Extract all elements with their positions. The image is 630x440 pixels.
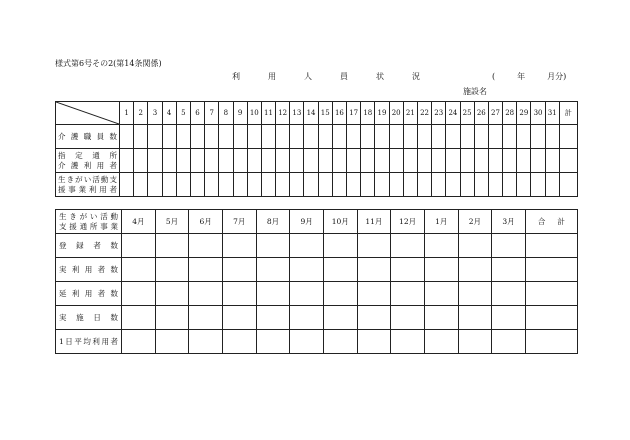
daily-entry-cell[interactable] <box>318 149 332 173</box>
monthly-entry-cell[interactable] <box>424 306 458 330</box>
daily-row <box>56 149 578 173</box>
day-header: 12 <box>276 102 290 125</box>
daily-entry-cell[interactable] <box>446 173 460 197</box>
monthly-entry-cell[interactable] <box>357 234 391 258</box>
row-label-line-2: 援事業利用者 <box>58 184 117 194</box>
daily-entry-cell[interactable] <box>559 173 577 197</box>
monthly-entry-cell[interactable] <box>155 234 189 258</box>
monthly-entry-cell[interactable] <box>256 330 290 354</box>
monthly-entry-cell[interactable] <box>290 258 324 282</box>
monthly-entry-cell[interactable] <box>290 306 324 330</box>
daily-entry-cell[interactable] <box>375 173 389 197</box>
daily-entry-cell[interactable] <box>531 125 545 149</box>
monthly-entry-cell[interactable] <box>155 330 189 354</box>
monthly-entry-cell[interactable] <box>323 282 357 306</box>
daily-entry-cell[interactable] <box>460 125 474 149</box>
daily-entry-cell[interactable] <box>134 173 148 197</box>
monthly-row <box>56 330 578 354</box>
row-label-line-1: 指定通所 <box>58 150 117 160</box>
daily-row-label <box>56 173 120 197</box>
daily-entry-cell[interactable] <box>134 125 148 149</box>
month-header: 12月 <box>391 210 425 234</box>
monthly-entry-cell[interactable] <box>290 234 324 258</box>
monthly-entry-cell[interactable] <box>525 330 577 354</box>
day-header: 27 <box>488 102 502 125</box>
daily-entry-cell[interactable] <box>205 125 219 149</box>
monthly-row-label: 延利用者数 <box>56 282 122 306</box>
monthly-row <box>56 306 578 330</box>
daily-row <box>56 173 578 197</box>
daily-entry-cell[interactable] <box>417 125 431 149</box>
title-char: 利 <box>232 72 240 81</box>
day-header: 5 <box>176 102 190 125</box>
day-header: 13 <box>290 102 304 125</box>
daily-entry-cell[interactable] <box>347 173 361 197</box>
daily-entry-cell[interactable] <box>531 173 545 197</box>
day-header: 20 <box>389 102 403 125</box>
daily-entry-cell[interactable] <box>347 149 361 173</box>
day-header: 1 <box>120 102 134 125</box>
daily-entry-cell[interactable] <box>176 173 190 197</box>
daily-row-label <box>56 125 120 149</box>
daily-entry-cell[interactable] <box>389 149 403 173</box>
monthly-entry-cell[interactable] <box>323 306 357 330</box>
daily-entry-cell[interactable] <box>162 149 176 173</box>
daily-entry-cell[interactable] <box>403 173 417 197</box>
corner-line-2: 支援通所事業 <box>59 221 118 231</box>
monthly-entry-cell[interactable] <box>357 306 391 330</box>
daily-entry-cell[interactable] <box>120 149 134 173</box>
daily-entry-cell[interactable] <box>460 149 474 173</box>
day-header: 19 <box>375 102 389 125</box>
daily-entry-cell[interactable] <box>446 125 460 149</box>
day-header: 17 <box>347 102 361 125</box>
month-header: 6月 <box>189 210 223 234</box>
title-char: 況 <box>412 72 420 81</box>
monthly-entry-cell[interactable] <box>155 282 189 306</box>
monthly-total-header: 合計 <box>525 210 577 234</box>
daily-entry-cell[interactable] <box>474 125 488 149</box>
monthly-entry-cell[interactable] <box>391 306 425 330</box>
month-header: 11月 <box>357 210 391 234</box>
day-header: 24 <box>446 102 460 125</box>
corner-line-1: 生きがい活動 <box>59 211 118 221</box>
day-header: 25 <box>460 102 474 125</box>
monthly-entry-cell[interactable] <box>391 258 425 282</box>
daily-entry-cell[interactable] <box>488 125 502 149</box>
day-header: 29 <box>517 102 531 125</box>
day-header: 2 <box>134 102 148 125</box>
daily-entry-cell[interactable] <box>446 149 460 173</box>
daily-entry-cell[interactable] <box>162 173 176 197</box>
daily-entry-cell[interactable] <box>219 173 233 197</box>
daily-entry-cell[interactable] <box>276 173 290 197</box>
daily-entry-cell[interactable] <box>460 173 474 197</box>
daily-entry-cell[interactable] <box>503 125 517 149</box>
monthly-entry-cell[interactable] <box>492 306 526 330</box>
daily-entry-cell[interactable] <box>276 125 290 149</box>
daily-entry-cell[interactable] <box>290 125 304 149</box>
month-header: 8月 <box>256 210 290 234</box>
month-header: 4月 <box>122 210 156 234</box>
day-header: 31 <box>545 102 559 125</box>
monthly-entry-cell[interactable] <box>323 330 357 354</box>
monthly-entry-cell[interactable] <box>189 234 223 258</box>
monthly-row-label: 実施日数 <box>56 306 122 330</box>
daily-entry-cell[interactable] <box>545 149 559 173</box>
monthly-entry-cell[interactable] <box>391 234 425 258</box>
daily-row-label <box>56 149 120 173</box>
row-label-line-1: 生きがい活動支 <box>58 174 117 184</box>
monthly-entry-cell[interactable] <box>357 330 391 354</box>
day-header: 30 <box>531 102 545 125</box>
daily-entry-cell[interactable] <box>247 125 261 149</box>
daily-entry-cell[interactable] <box>474 173 488 197</box>
daily-entry-cell[interactable] <box>361 149 375 173</box>
period-month: 月分) <box>547 72 567 81</box>
daily-entry-cell[interactable] <box>432 149 446 173</box>
daily-entry-cell[interactable] <box>318 125 332 149</box>
day-header: 11 <box>261 102 275 125</box>
day-header: 7 <box>205 102 219 125</box>
day-header: 10 <box>247 102 261 125</box>
daily-entry-cell[interactable] <box>290 149 304 173</box>
monthly-entry-cell[interactable] <box>222 282 256 306</box>
row-label-line-1: 介護職員数 <box>58 131 117 141</box>
daily-total-header: 計 <box>559 102 577 125</box>
monthly-usage-table <box>55 209 578 354</box>
daily-entry-cell[interactable] <box>176 125 190 149</box>
monthly-entry-cell[interactable] <box>222 306 256 330</box>
daily-entry-cell[interactable] <box>488 149 502 173</box>
month-header: 1月 <box>424 210 458 234</box>
daily-entry-cell[interactable] <box>176 149 190 173</box>
daily-entry-cell[interactable] <box>347 125 361 149</box>
daily-entry-cell[interactable] <box>559 125 577 149</box>
daily-entry-cell[interactable] <box>417 149 431 173</box>
diagonal-corner-cell <box>56 102 120 125</box>
daily-entry-cell[interactable] <box>417 173 431 197</box>
monthly-entry-cell[interactable] <box>189 282 223 306</box>
report-period <box>492 71 566 82</box>
monthly-entry-cell[interactable] <box>424 282 458 306</box>
monthly-row-label: 1日平均利用者 <box>56 330 122 354</box>
month-header: 9月 <box>290 210 324 234</box>
daily-entry-cell[interactable] <box>304 125 318 149</box>
daily-entry-cell[interactable] <box>276 149 290 173</box>
month-header: 5月 <box>155 210 189 234</box>
day-header: 18 <box>361 102 375 125</box>
monthly-header-row <box>56 210 578 234</box>
daily-entry-cell[interactable] <box>389 173 403 197</box>
daily-entry-cell[interactable] <box>389 125 403 149</box>
daily-entry-cell[interactable] <box>332 125 346 149</box>
daily-entry-cell[interactable] <box>517 125 531 149</box>
daily-entry-cell[interactable] <box>318 173 332 197</box>
month-header: 10月 <box>323 210 357 234</box>
day-header: 16 <box>332 102 346 125</box>
monthly-entry-cell[interactable] <box>492 258 526 282</box>
daily-entry-cell[interactable] <box>190 149 204 173</box>
daily-entry-cell[interactable] <box>545 173 559 197</box>
form-number: 様式第6号その2(第14条関係) <box>55 59 162 68</box>
day-header: 23 <box>432 102 446 125</box>
daily-entry-cell[interactable] <box>304 173 318 197</box>
monthly-entry-cell[interactable] <box>458 306 492 330</box>
monthly-entry-cell[interactable] <box>458 330 492 354</box>
daily-entry-cell[interactable] <box>403 149 417 173</box>
monthly-entry-cell[interactable] <box>222 330 256 354</box>
daily-entry-cell[interactable] <box>148 125 162 149</box>
monthly-entry-cell[interactable] <box>256 258 290 282</box>
monthly-entry-cell[interactable] <box>290 330 324 354</box>
monthly-entry-cell[interactable] <box>256 306 290 330</box>
day-header: 4 <box>162 102 176 125</box>
daily-entry-cell[interactable] <box>120 173 134 197</box>
daily-entry-cell[interactable] <box>261 149 275 173</box>
monthly-entry-cell[interactable] <box>458 234 492 258</box>
monthly-entry-cell[interactable] <box>155 258 189 282</box>
monthly-entry-cell[interactable] <box>492 282 526 306</box>
monthly-entry-cell[interactable] <box>525 282 577 306</box>
daily-entry-cell[interactable] <box>247 173 261 197</box>
monthly-entry-cell[interactable] <box>122 258 156 282</box>
daily-entry-cell[interactable] <box>488 173 502 197</box>
daily-entry-cell[interactable] <box>205 149 219 173</box>
title-char: 用 <box>268 72 276 81</box>
daily-row <box>56 125 578 149</box>
monthly-entry-cell[interactable] <box>323 234 357 258</box>
daily-usage-table <box>55 101 578 197</box>
daily-entry-cell[interactable] <box>148 149 162 173</box>
monthly-entry-cell[interactable] <box>357 282 391 306</box>
monthly-entry-cell[interactable] <box>357 258 391 282</box>
monthly-corner-label <box>56 210 122 234</box>
daily-entry-cell[interactable] <box>432 173 446 197</box>
daily-entry-cell[interactable] <box>162 125 176 149</box>
month-header: 7月 <box>222 210 256 234</box>
daily-entry-cell[interactable] <box>375 149 389 173</box>
title-char: 員 <box>340 72 348 81</box>
day-header: 9 <box>233 102 247 125</box>
monthly-entry-cell[interactable] <box>458 258 492 282</box>
daily-header-row <box>56 102 578 125</box>
day-header: 21 <box>403 102 417 125</box>
monthly-entry-cell[interactable] <box>189 306 223 330</box>
monthly-entry-cell[interactable] <box>525 306 577 330</box>
day-header: 15 <box>318 102 332 125</box>
day-header: 14 <box>304 102 318 125</box>
daily-entry-cell[interactable] <box>531 149 545 173</box>
monthly-entry-cell[interactable] <box>122 282 156 306</box>
monthly-entry-cell[interactable] <box>424 234 458 258</box>
monthly-entry-cell[interactable] <box>256 282 290 306</box>
monthly-entry-cell[interactable] <box>391 282 425 306</box>
monthly-entry-cell[interactable] <box>424 258 458 282</box>
daily-entry-cell[interactable] <box>219 149 233 173</box>
period-open: ( <box>492 72 496 81</box>
monthly-entry-cell[interactable] <box>256 234 290 258</box>
day-header: 3 <box>148 102 162 125</box>
day-header: 28 <box>503 102 517 125</box>
monthly-entry-cell[interactable] <box>122 306 156 330</box>
monthly-entry-cell[interactable] <box>492 234 526 258</box>
facility-name-label: 施設名 <box>463 87 487 96</box>
monthly-entry-cell[interactable] <box>155 306 189 330</box>
monthly-entry-cell[interactable] <box>525 258 577 282</box>
daily-entry-cell[interactable] <box>375 125 389 149</box>
monthly-entry-cell[interactable] <box>492 330 526 354</box>
daily-entry-cell[interactable] <box>304 149 318 173</box>
monthly-row <box>56 258 578 282</box>
daily-entry-cell[interactable] <box>261 125 275 149</box>
monthly-entry-cell[interactable] <box>189 258 223 282</box>
daily-entry-cell[interactable] <box>503 149 517 173</box>
day-header: 22 <box>417 102 431 125</box>
monthly-entry-cell[interactable] <box>424 330 458 354</box>
daily-entry-cell[interactable] <box>545 125 559 149</box>
daily-entry-cell[interactable] <box>261 173 275 197</box>
title-char: 状 <box>376 72 384 81</box>
day-header: 6 <box>190 102 204 125</box>
title-char: 人 <box>304 72 312 81</box>
monthly-entry-cell[interactable] <box>122 234 156 258</box>
daily-entry-cell[interactable] <box>503 173 517 197</box>
daily-entry-cell[interactable] <box>233 125 247 149</box>
daily-entry-cell[interactable] <box>233 173 247 197</box>
daily-entry-cell[interactable] <box>432 125 446 149</box>
monthly-row <box>56 234 578 258</box>
diagonal-line <box>56 102 119 124</box>
monthly-entry-cell[interactable] <box>525 234 577 258</box>
daily-entry-cell[interactable] <box>517 173 531 197</box>
daily-entry-cell[interactable] <box>120 125 134 149</box>
daily-entry-cell[interactable] <box>247 149 261 173</box>
daily-entry-cell[interactable] <box>190 125 204 149</box>
monthly-row-label: 実利用者数 <box>56 258 122 282</box>
day-header: 8 <box>219 102 233 125</box>
monthly-row-label: 登録者数 <box>56 234 122 258</box>
daily-entry-cell[interactable] <box>219 125 233 149</box>
monthly-row <box>56 282 578 306</box>
month-header: 3月 <box>492 210 526 234</box>
monthly-entry-cell[interactable] <box>222 258 256 282</box>
daily-entry-cell[interactable] <box>332 149 346 173</box>
monthly-entry-cell[interactable] <box>222 234 256 258</box>
monthly-entry-cell[interactable] <box>391 330 425 354</box>
daily-entry-cell[interactable] <box>290 173 304 197</box>
monthly-entry-cell[interactable] <box>458 282 492 306</box>
daily-entry-cell[interactable] <box>517 149 531 173</box>
monthly-entry-cell[interactable] <box>122 330 156 354</box>
daily-entry-cell[interactable] <box>332 173 346 197</box>
daily-entry-cell[interactable] <box>134 149 148 173</box>
month-header: 2月 <box>458 210 492 234</box>
day-header: 26 <box>474 102 488 125</box>
monthly-entry-cell[interactable] <box>189 330 223 354</box>
daily-entry-cell[interactable] <box>190 173 204 197</box>
daily-entry-cell[interactable] <box>233 149 247 173</box>
daily-entry-cell[interactable] <box>361 173 375 197</box>
daily-entry-cell[interactable] <box>559 149 577 173</box>
daily-entry-cell[interactable] <box>403 125 417 149</box>
row-label-line-2: 介護利用者 <box>58 160 117 170</box>
daily-entry-cell[interactable] <box>361 125 375 149</box>
daily-entry-cell[interactable] <box>205 173 219 197</box>
monthly-entry-cell[interactable] <box>323 258 357 282</box>
form-title <box>232 71 420 82</box>
monthly-entry-cell[interactable] <box>290 282 324 306</box>
daily-entry-cell[interactable] <box>148 173 162 197</box>
period-year: 年 <box>517 72 526 81</box>
daily-entry-cell[interactable] <box>474 149 488 173</box>
